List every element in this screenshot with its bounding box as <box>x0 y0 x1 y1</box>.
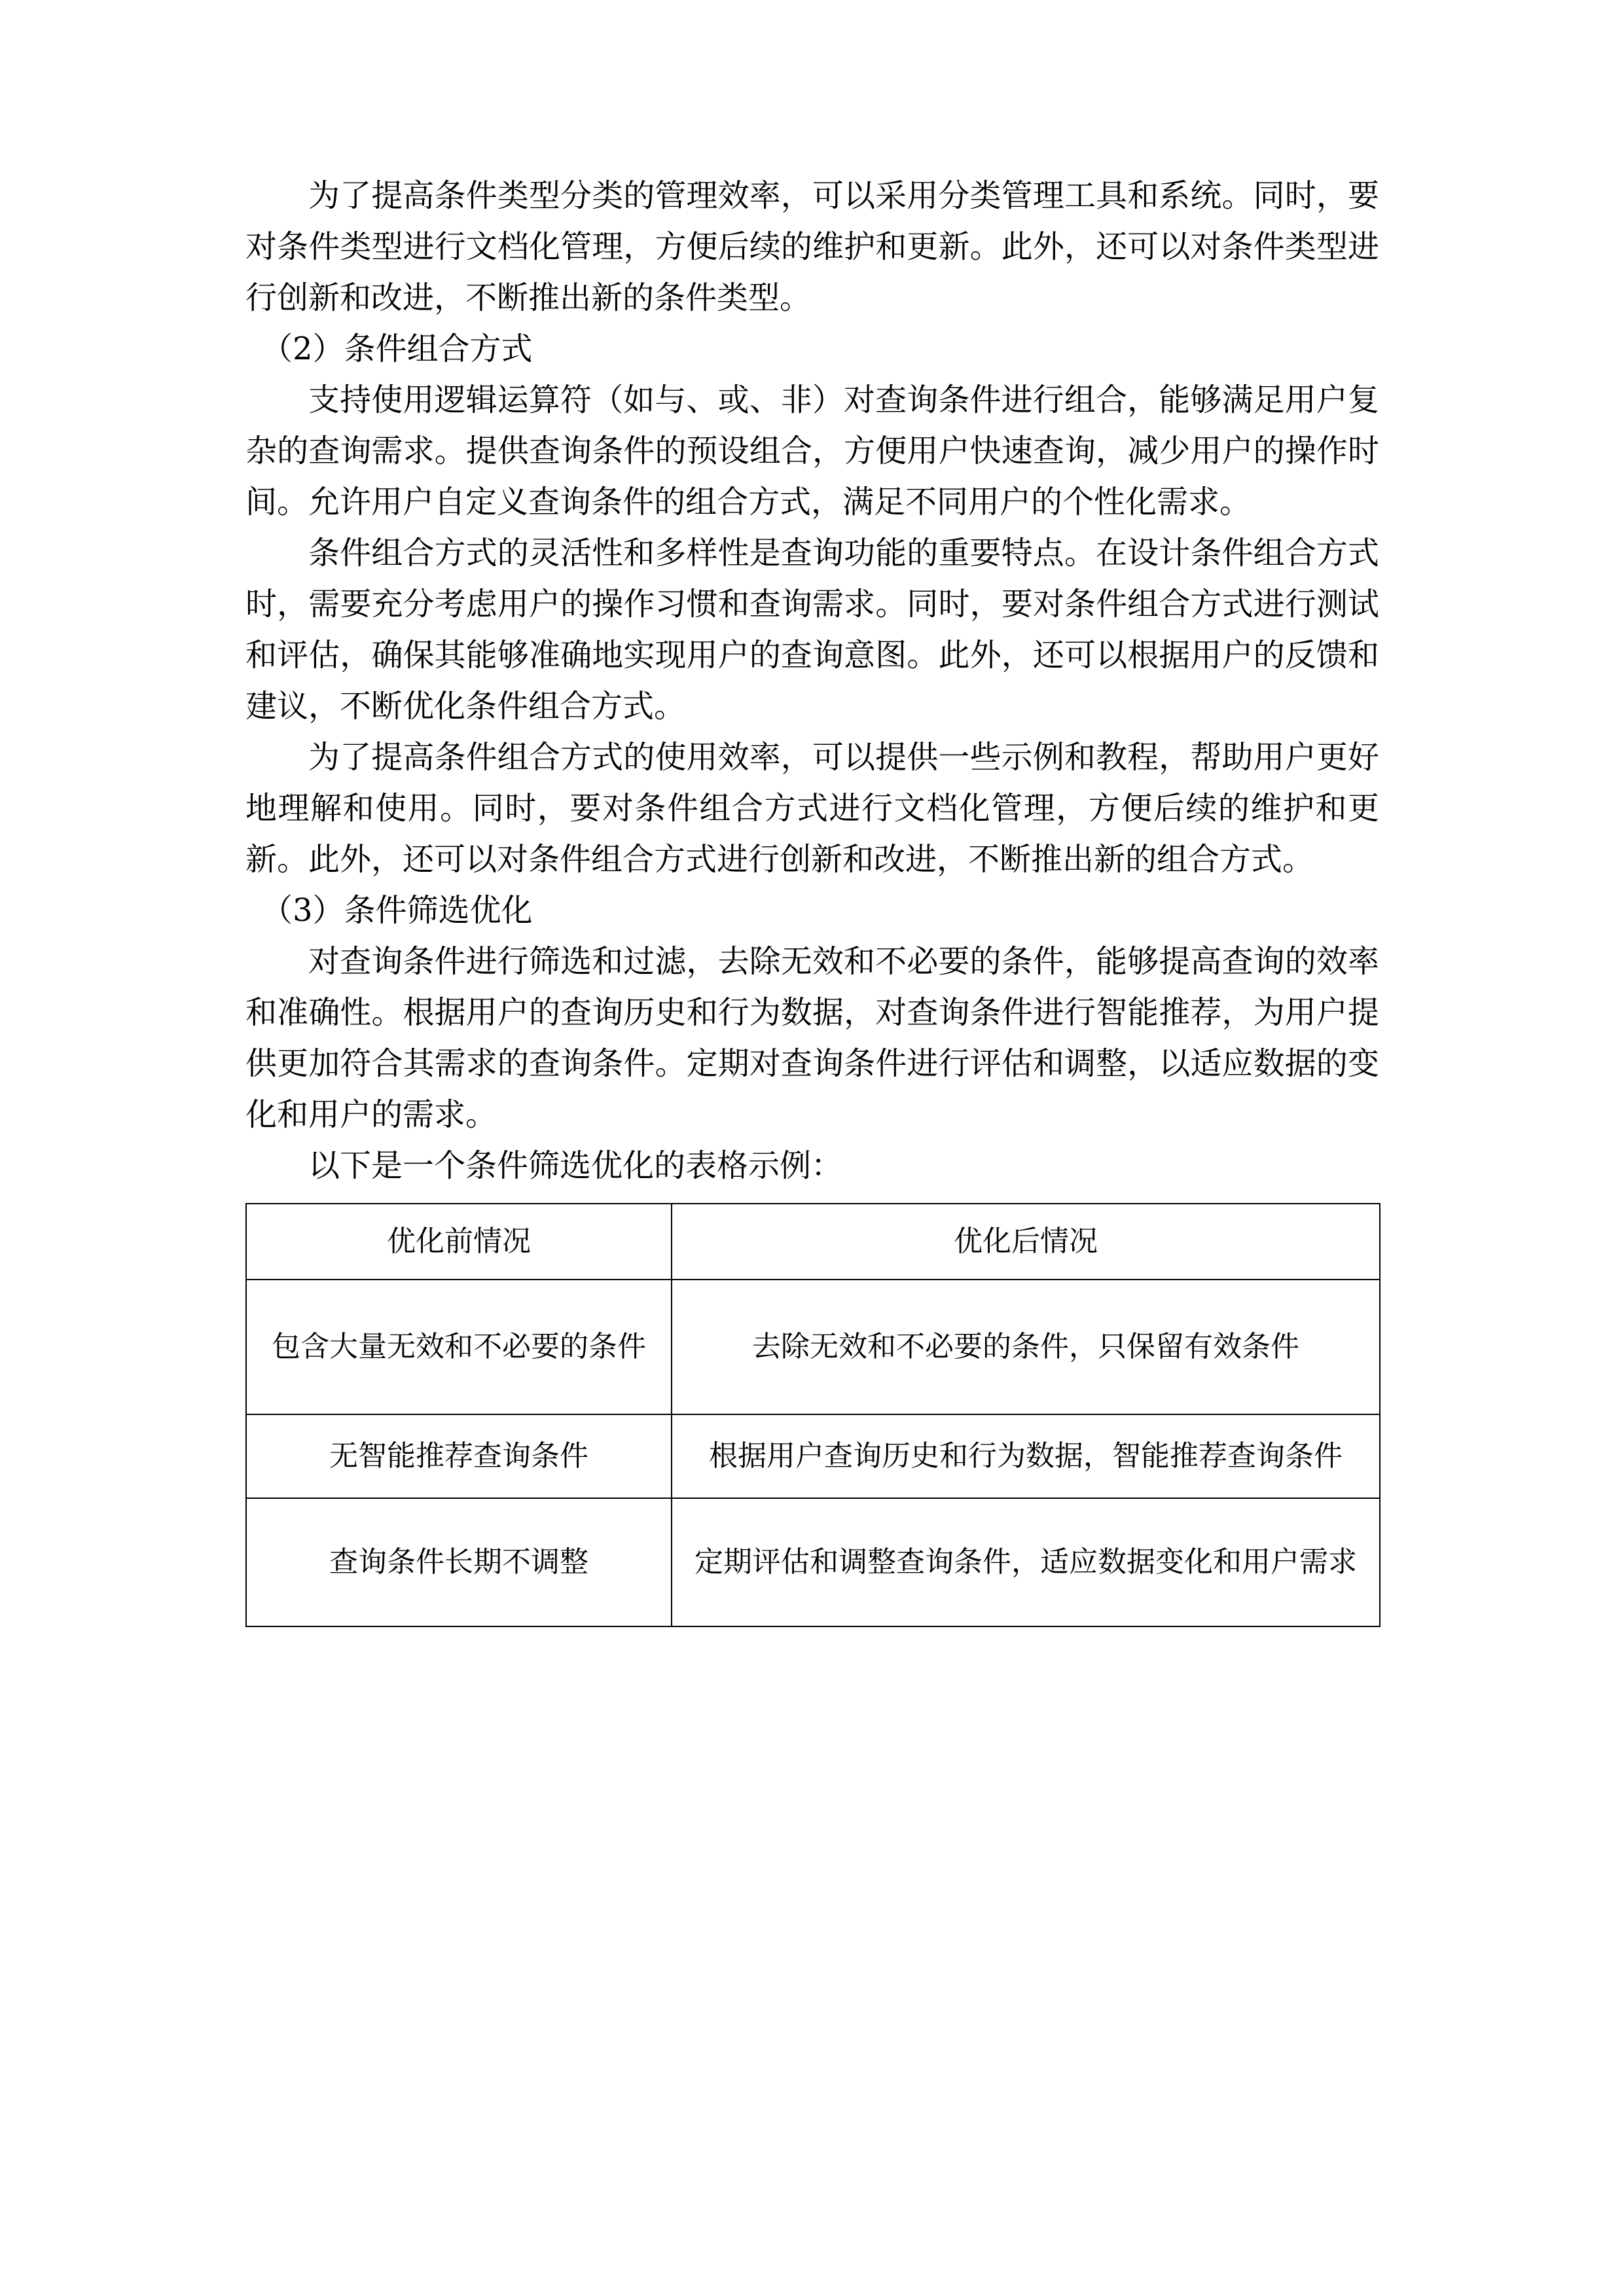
paragraph-filtering-and-recommendation: 对查询条件进行筛选和过滤，去除无效和不必要的条件，能够提高查询的效率和准确性。根据用户的查询历史和行为数据，对查询条件进行智能推荐，为用户提供更加符合其需求的查询条件。定期对查询条件进行评估和调整，以适应数据的变化和用户的需求。 <box>245 943 1379 1133</box>
table-cell-before-3: 查询条件长期不调整 <box>246 1498 672 1626</box>
paragraph-flexibility-diversity: 条件组合方式的灵活性和多样性是查询功能的重要特点。在设计条件组合方式时，需要充分考虑用户的操作习惯和查询需求。同时，要对条件组合方式进行测试和评估，确保其能够准确地实现用户的查询意图。此外，还可以根据用户的反馈和建议，不断优化条件组合方式。 <box>245 535 1379 725</box>
document-content <box>245 170 1379 1627</box>
table-row <box>246 1414 1380 1498</box>
table-cell-before-1: 包含大量无效和不必要的条件 <box>246 1280 672 1414</box>
heading-condition-combination: （2）条件组合方式 <box>261 331 533 367</box>
paragraph-logical-operators: 支持使用逻辑运算符（如与、或、非）对查询条件进行组合，能够满足用户复杂的查询需求。提供查询条件的预设组合，方便用户快速查询，减少用户的操作时间。允许用户自定义查询条件的组合方式，满足不同用户的个性化需求。 <box>245 382 1379 520</box>
optimization-comparison-table <box>245 1203 1380 1627</box>
table-intro-text: 以下是一个条件筛选优化的表格示例： <box>308 1147 843 1184</box>
table-row <box>246 1280 1380 1414</box>
table-container <box>245 1203 1379 1627</box>
paragraph-usage-efficiency: 为了提高条件组合方式的使用效率，可以提供一些示例和教程，帮助用户更好地理解和使用。同时，要对条件组合方式进行文档化管理，方便后续的维护和更新。此外，还可以对条件组合方式进行创新和改进，不断推出新的组合方式。 <box>245 739 1379 878</box>
table-header-row <box>246 1204 1380 1280</box>
table-cell-after-2: 根据用户查询历史和行为数据，智能推荐查询条件 <box>672 1414 1380 1498</box>
table-row <box>246 1498 1380 1626</box>
heading-condition-filter-optimization: （3）条件筛选优化 <box>261 892 533 929</box>
table-cell-after-1: 去除无效和不必要的条件，只保留有效条件 <box>672 1280 1380 1414</box>
table-header-after: 优化后情况 <box>672 1204 1380 1280</box>
table-cell-after-3: 定期评估和调整查询条件，适应数据变化和用户需求 <box>672 1498 1380 1626</box>
table-header-before: 优化前情况 <box>246 1204 672 1280</box>
paragraph-condition-type-management: 为了提高条件类型分类的管理效率，可以采用分类管理工具和系统。同时，要对条件类型进行文档化管理，方便后续的维护和更新。此外，还可以对条件类型进行创新和改进，不断推出新的条件类型。 <box>245 177 1379 316</box>
table-cell-before-2: 无智能推荐查询条件 <box>246 1414 672 1498</box>
